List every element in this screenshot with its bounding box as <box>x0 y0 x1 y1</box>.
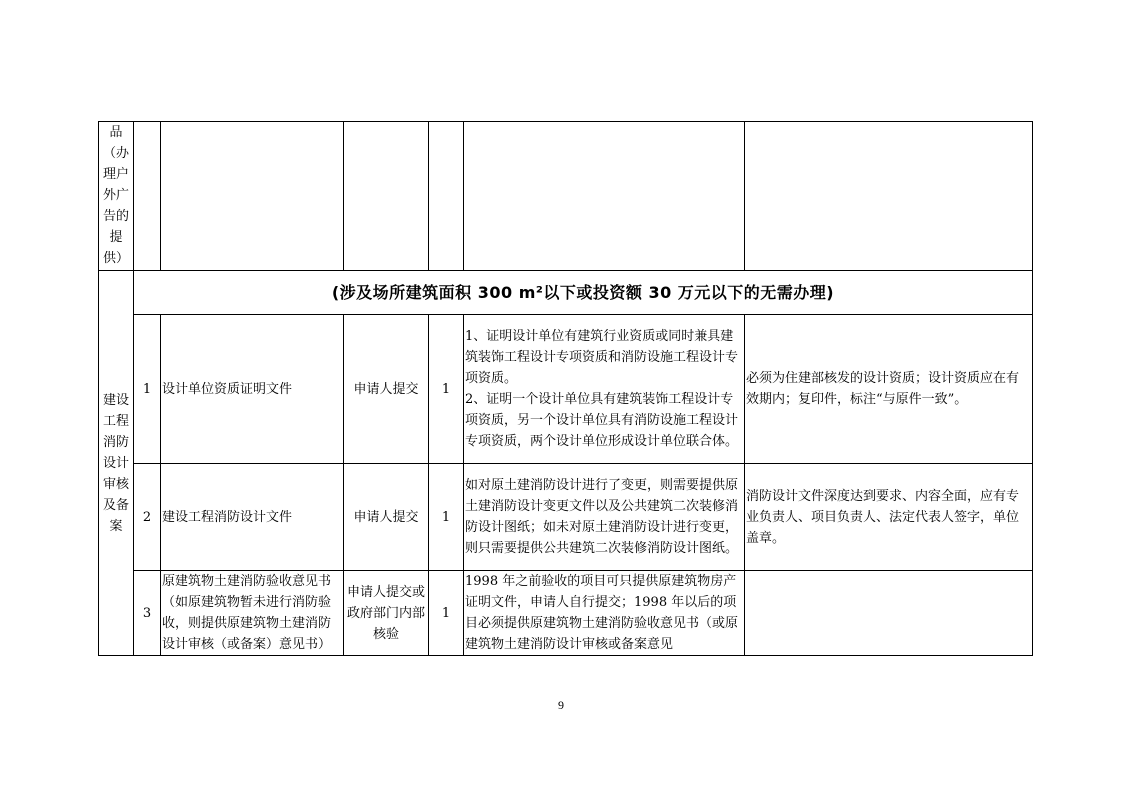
material-note: 必须为住建部核发的设计资质；设计资质应在有效期内；复印件，标注“与原件一致”。 <box>745 315 1033 464</box>
material-source: 申请人提交 <box>344 315 429 464</box>
empty-cell <box>161 122 344 271</box>
page-number: 9 <box>558 698 564 712</box>
table-row <box>99 464 1033 571</box>
table-row <box>99 315 1033 464</box>
empty-cell <box>429 122 464 271</box>
requirements-table <box>98 121 1033 656</box>
copies-count: 1 <box>429 464 464 571</box>
material-source: 申请人提交或政府部门内部核验 <box>344 571 429 656</box>
material-name: 原建筑物土建消防验收意见书（如原建筑物暂未进行消防验收，则提供原建筑物土建消防设计审核（或备案）意见书） <box>161 571 344 656</box>
copies-count: 1 <box>429 571 464 656</box>
category-cell-fire-design: 建设工程消防设计审核及备案 <box>99 271 134 656</box>
empty-cell <box>745 122 1033 271</box>
material-note: 消防设计文件深度达到要求、内容全面，应有专业负责人、项目负责人、法定代表人签字，单位盖章。 <box>745 464 1033 571</box>
material-name: 建设工程消防设计文件 <box>161 464 344 571</box>
material-source: 申请人提交 <box>344 464 429 571</box>
table-row <box>99 571 1033 656</box>
empty-cell <box>464 122 745 271</box>
material-name: 设计单位资质证明文件 <box>161 315 344 464</box>
section-title-row <box>99 271 1033 315</box>
empty-cell <box>134 122 161 271</box>
row-number: 3 <box>134 571 161 656</box>
material-requirement: 如对原土建消防设计进行了变更，则需要提供原土建消防设计变更文件以及公共建筑二次装修消防设计图纸；如未对原土建消防设计进行变更，则只需要提供公共建筑二次装修消防设计图纸。 <box>464 464 745 571</box>
section-title: (涉及场所建筑面积 300 m²以下或投资额 30 万元以下的无需办理) <box>134 271 1033 315</box>
empty-cell <box>344 122 429 271</box>
copies-count: 1 <box>429 315 464 464</box>
material-requirement: 1998 年之前验收的项目可只提供原建筑物房产证明文件，申请人自行提交；1998 年以后的项目必须提供原建筑物土建消防验收意见书（或原建筑物土建消防设计审核或备案意见 <box>464 571 745 656</box>
category-cell-previous: 品（办理户外广告的提供） <box>99 122 134 271</box>
row-number: 2 <box>134 464 161 571</box>
material-requirement: 1、证明设计单位有建筑行业资质或同时兼具建筑装饰工程设计专项资质和消防设施工程设计专项资质。 2、证明一个设计单位具有建筑装饰工程设计专项资质，另一个设计单位具有消防设施工程设计专项资质，两个设计单位形成设计单位联合体。 <box>464 315 745 464</box>
row-number: 1 <box>134 315 161 464</box>
material-note <box>745 571 1033 656</box>
table-row-previous <box>99 122 1033 271</box>
